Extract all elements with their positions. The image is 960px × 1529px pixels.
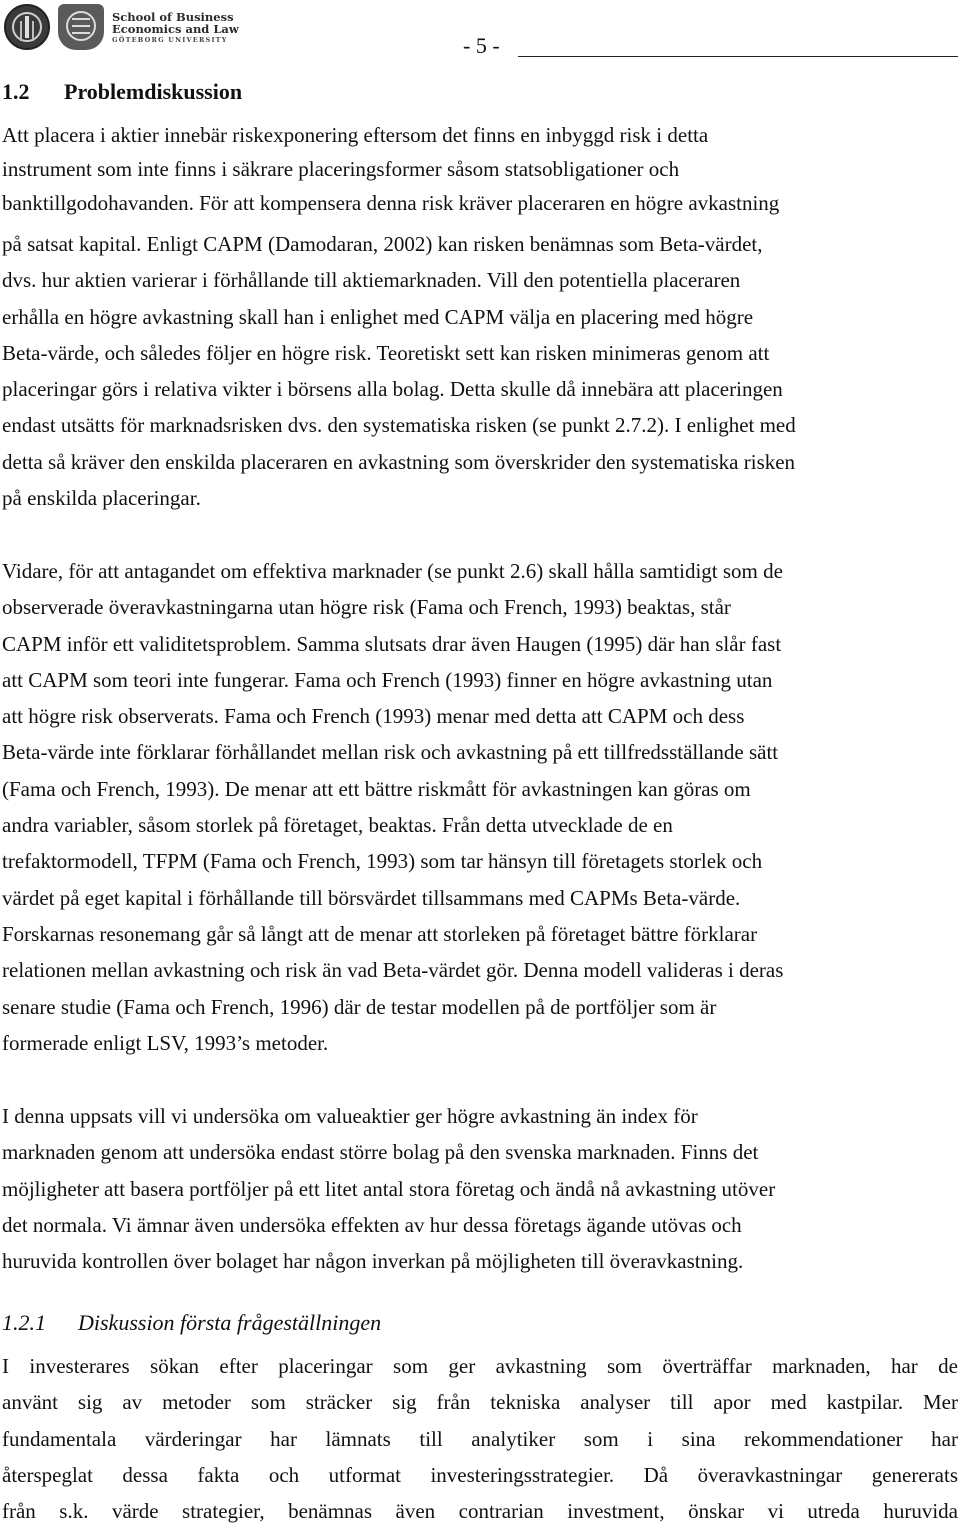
paragraph-line: senare studie (Fama och French, 1996) där de testar modellen på de portföljer som är xyxy=(2,994,717,1019)
paragraph-line: huruvida kontrollen över bolaget har någon inverkan på möjligheten till överavkastning. xyxy=(2,1249,744,1274)
paragraph-line: banktillgodohavanden. För att kompensera denna risk kräver placeraren en högre avkastning xyxy=(2,191,780,216)
paragraph-2 xyxy=(2,553,958,1061)
paragraph-line: Beta-värde, och således följer en högre risk. Teoretiskt sett kan risken minimeras genom att xyxy=(2,340,770,365)
header-divider xyxy=(518,56,958,57)
paragraph-line: fundamentala värderingar har lämnats till analytiker som i sina rekommendationer har xyxy=(2,1426,958,1451)
paragraph-line: möjligheter att basera portföljer på ett litet antal stora företag och ändå nå avkastning utöver xyxy=(2,1176,776,1201)
paragraph-line: Vidare, för att antagandet om effektiva marknader (se punkt 2.6) skall hålla samtidigt som de xyxy=(2,559,783,583)
paragraph-line: formerade enligt LSV, 1993’s metoder. xyxy=(2,1030,329,1055)
paragraph-line: erhålla en högre avkastning skall han i enlighet med CAPM välja en placering med högre xyxy=(2,304,754,329)
subsection-title: Diskussion första frågeställningen xyxy=(78,1310,382,1335)
paragraph-4 xyxy=(2,1348,958,1529)
paragraph-line: från s.k. värde strategier, benämnas även contrarian investment, önskar vi utreda huruvida xyxy=(2,1499,958,1524)
section-heading xyxy=(2,79,242,105)
paragraph-line: endast utsätts för marknadsrisken dvs. den systematiska risken (se punkt 2.7.2). I enlighet med xyxy=(2,413,796,438)
paragraph-1-start xyxy=(2,118,958,221)
paragraph-line: på enskilda placeringar. xyxy=(2,486,201,511)
paragraph-line: trefaktormodell, TFPM (Fama och French, 1993) som tar hänsyn till företagets storlek och xyxy=(2,849,763,874)
paragraph-line: att högre risk observerats. Fama och French (1993) menar med detta att CAPM och dess xyxy=(2,704,745,729)
section-number: 1.2 xyxy=(2,79,30,104)
paragraph-line: placeringar görs i relativa vikter i börsens alla bolag. Detta skulle då innebära att placeringen xyxy=(2,377,783,402)
paragraph-line: andra variabler, såsom storlek på företaget, beaktas. Från detta utvecklade de en xyxy=(2,813,673,838)
paragraph-line: att CAPM som teori inte fungerar. Fama och French (1993) finner en högre avkastning utan xyxy=(2,667,773,692)
paragraph-line: det normala. Vi ämnar även undersöka effekten av hur dessa företags ägande utövas och xyxy=(2,1212,742,1237)
paragraph-line: detta så kräver den enskilda placeraren en avkastning som överskrider den systematiska risken xyxy=(2,449,796,474)
page-number: - 5 - xyxy=(463,33,500,58)
paragraph-line: Forskarnas resonemang går så långt att de menar att storleken på företaget bättre förklarar xyxy=(2,921,758,946)
paragraph-line: (Fama och French, 1993). De menar att ett bättre riskmått för avkastningen kan göras om xyxy=(2,776,751,801)
logo-line-2: Economics and Law xyxy=(112,21,239,36)
section-title: Problemdiskussion xyxy=(64,79,243,104)
paragraph-line: I investerares sökan efter placeringar som ger avkastning som överträffar marknaden, har de xyxy=(2,1354,958,1378)
paragraph-line: CAPM inför ett validitetsproblem. Samma slutsats drar även Haugen (1995) där han slår fast xyxy=(2,631,782,656)
paragraph-line: instrument som inte finns i säkrare placeringsformer såsom statsobligationer och xyxy=(2,157,680,182)
paragraph-1-rest xyxy=(2,226,958,516)
subsection-heading xyxy=(2,1309,381,1337)
paragraph-line: återspeglat dessa fakta och utformat investeringsstrategier. Då överavkastningar genererats xyxy=(2,1462,958,1487)
logo-text xyxy=(112,11,239,44)
paragraph-line: dvs. hur aktien varierar i förhållande till aktiemarknaden. Vill den potentiella placeraren xyxy=(2,268,741,293)
paragraph-line: Beta-värde inte förklarar förhållandet mellan risk och avkastning på ett tillfredsställande sätt xyxy=(2,740,779,765)
school-crest-icon xyxy=(58,4,104,50)
paragraph-line: Att placera i aktier innebär riskexponering eftersom det finns en inbyggd risk i detta xyxy=(2,123,709,147)
paragraph-line: värdet på eget kapital i förhållande till börsvärdet tillsammans med CAPMs Beta-värde. xyxy=(2,885,741,910)
paragraph-line: använt sig av metoder som sträcker sig från tekniska analyser till apor med kastpilar. Mer xyxy=(2,1390,958,1415)
paragraph-line: I denna uppsats vill vi undersöka om valueaktier ger högre avkastning än index för xyxy=(2,1104,698,1128)
paragraph-line: observerade överavkastningarna utan högre risk (Fama och French, 1993) beaktas, står xyxy=(2,595,731,620)
paragraph-3 xyxy=(2,1098,958,1279)
subsection-number: 1.2.1 xyxy=(2,1310,46,1335)
logo-line-3: GÖTEBORG UNIVERSITY xyxy=(112,35,228,44)
university-logo xyxy=(4,2,239,52)
logo-line-1: School of Business xyxy=(112,9,234,24)
university-seal-icon xyxy=(4,4,50,50)
paragraph-line: på satsat kapital. Enligt CAPM (Damodaran, 2002) kan risken benämnas som Beta-värdet, xyxy=(2,232,763,256)
paragraph-line: relationen mellan avkastning och risk än vad Beta-värdet gör. Denna modell valideras i deras xyxy=(2,958,784,983)
paragraph-line: marknaden genom att undersöka endast större bolag på den svenska marknaden. Finns det xyxy=(2,1140,759,1165)
